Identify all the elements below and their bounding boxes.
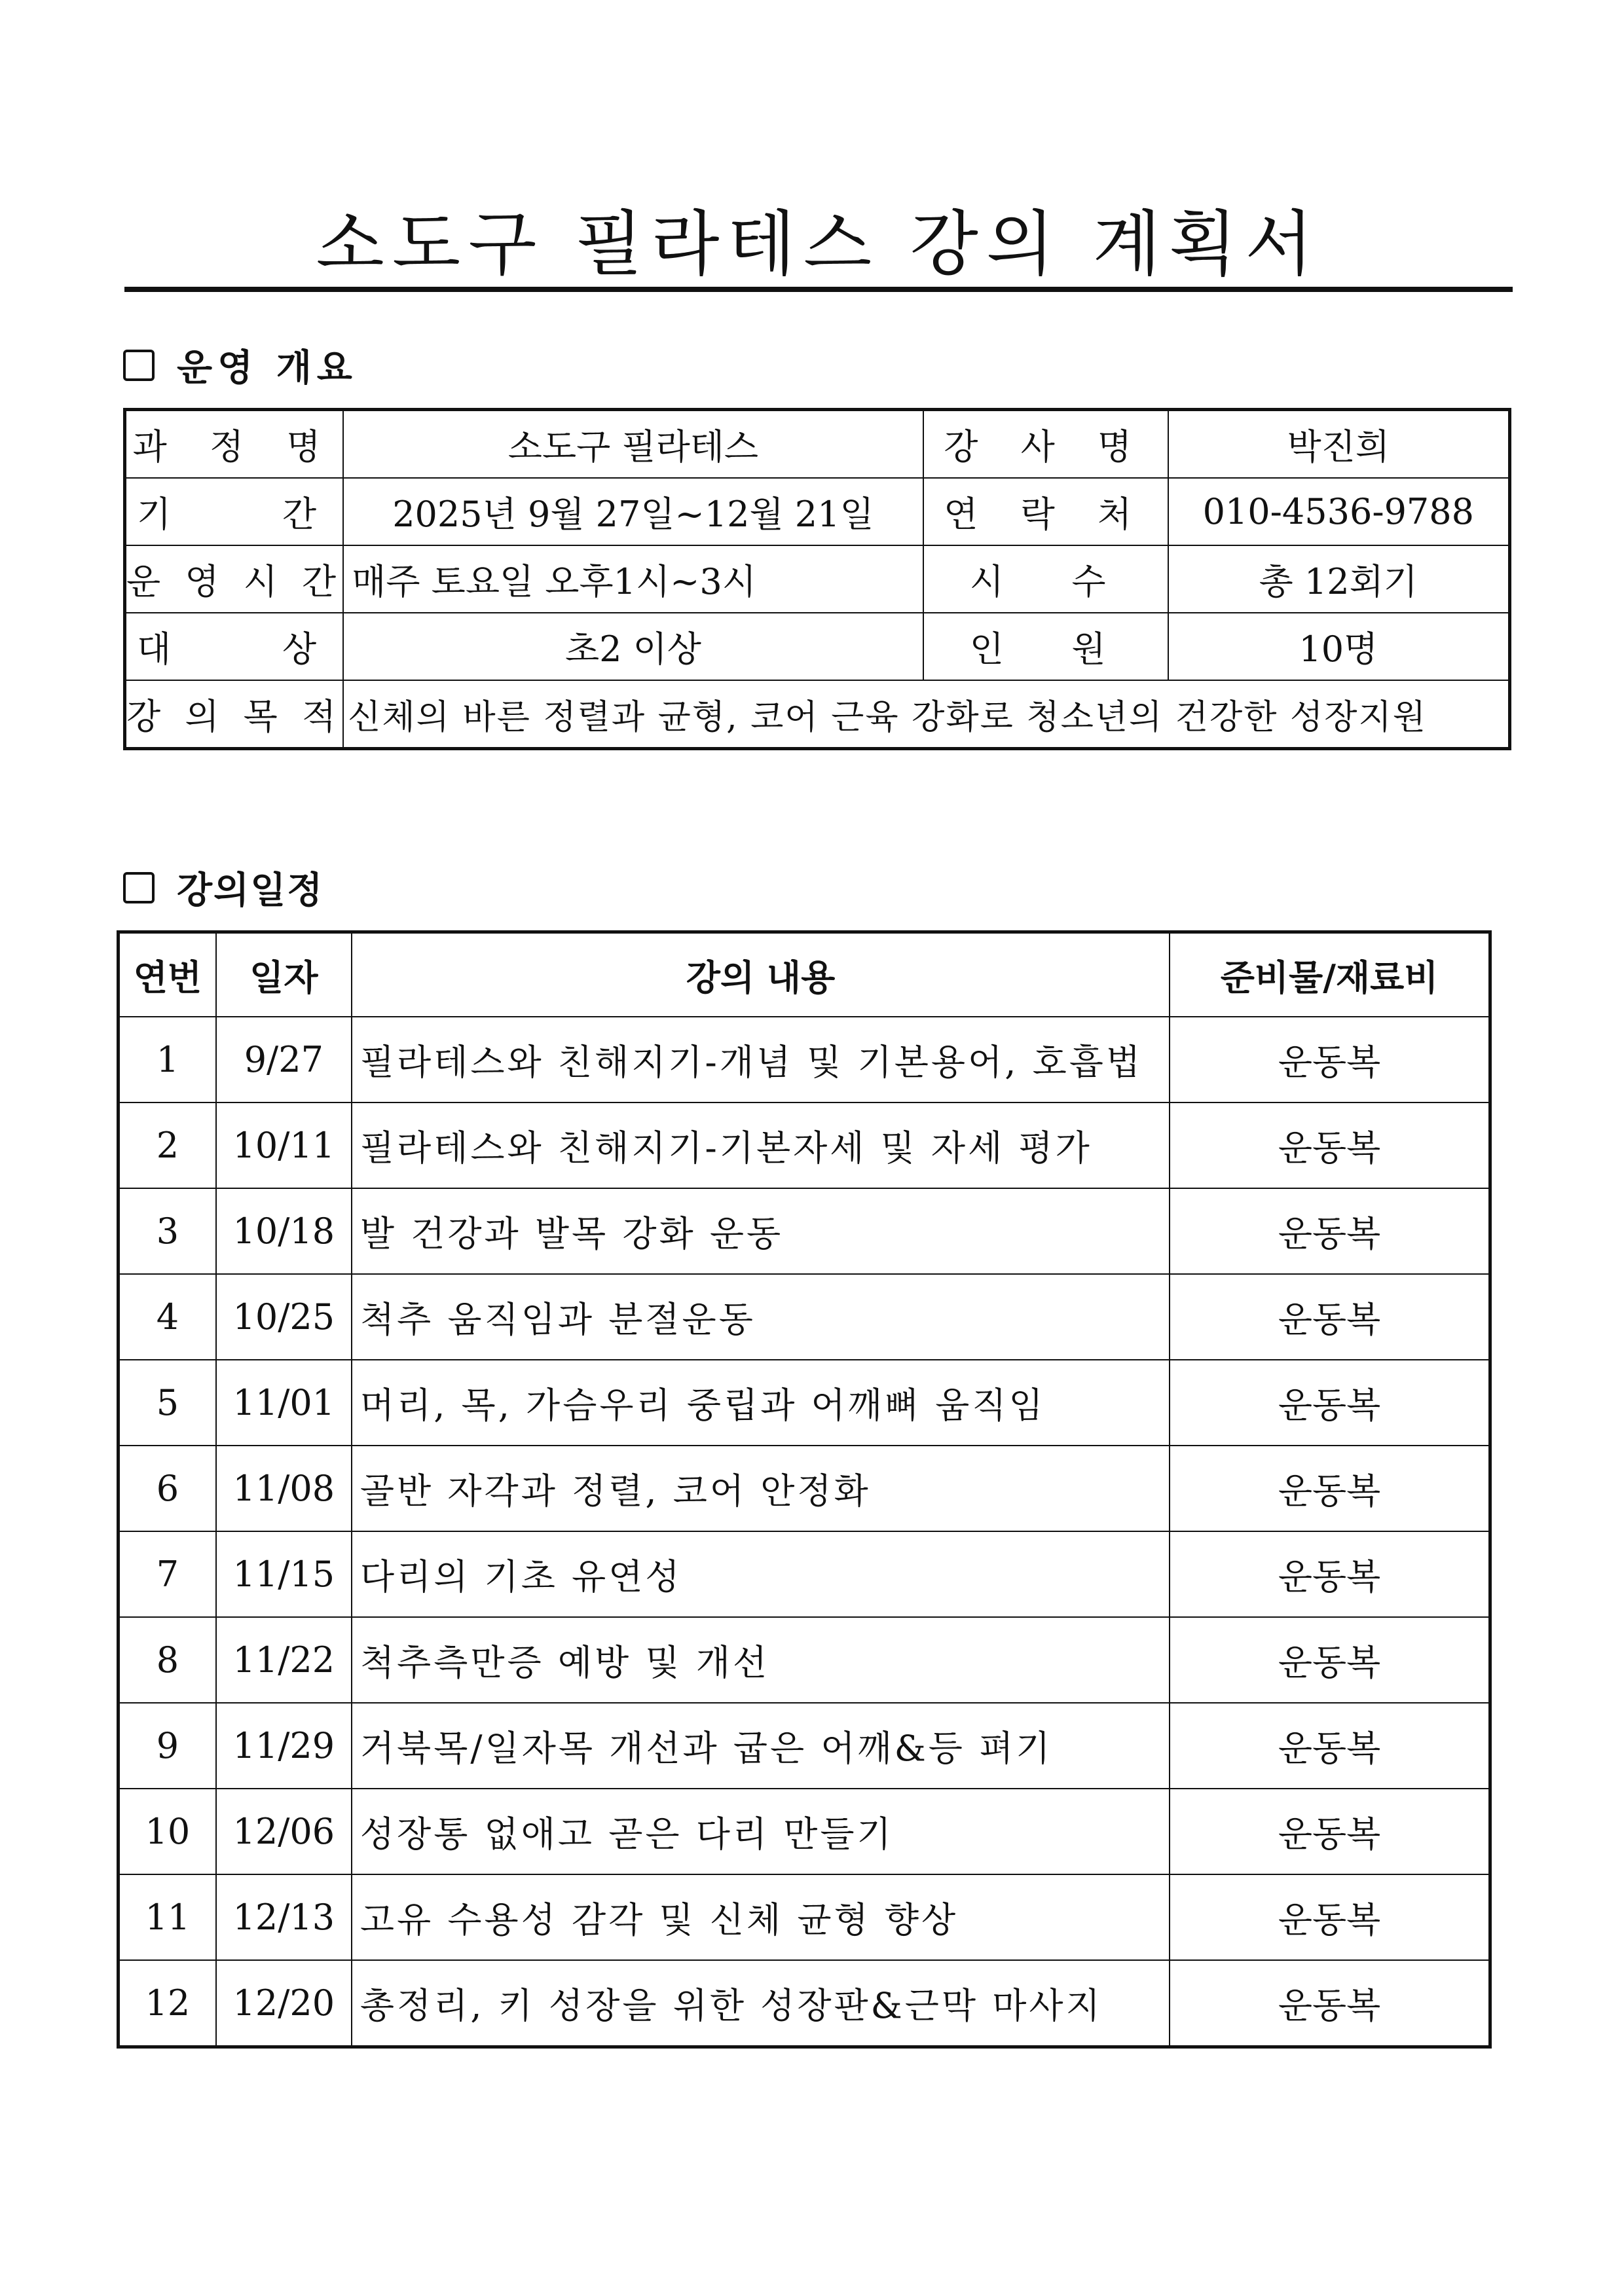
schedule-no: 3 [119, 1188, 216, 1274]
overview-label: 인 원 [923, 613, 1168, 680]
schedule-row [119, 1446, 1490, 1531]
schedule-materials: 운동복 [1170, 1102, 1490, 1188]
overview-value: 10명 [1168, 613, 1510, 680]
schedule-content: 척추측만증 예방 및 개선 [352, 1617, 1170, 1703]
schedule-row [119, 1789, 1490, 1874]
schedule-header-no: 연번 [119, 932, 216, 1017]
section-schedule-label: 강의일정 [177, 869, 324, 912]
schedule-materials: 운동복 [1170, 1960, 1490, 2047]
schedule-date: 9/27 [216, 1017, 352, 1102]
section-overview-label: 운영 개요 [177, 347, 358, 390]
schedule-table [117, 930, 1492, 2049]
overview-value: 매주 토요일 오후1시~3시 [343, 545, 923, 613]
section-schedule-heading [123, 862, 323, 914]
schedule-content: 필라테스와 친해지기-개념 및 기본용어, 호흡법 [352, 1017, 1170, 1102]
schedule-no: 7 [119, 1531, 216, 1617]
schedule-date: 12/06 [216, 1789, 352, 1874]
schedule-content: 다리의 기초 유연성 [352, 1531, 1170, 1617]
schedule-header-content: 강의 내용 [352, 932, 1170, 1017]
schedule-materials: 운동복 [1170, 1703, 1490, 1789]
overview-row [125, 410, 1510, 479]
schedule-materials: 운동복 [1170, 1446, 1490, 1531]
schedule-date: 12/13 [216, 1874, 352, 1960]
overview-label: 기 간 [125, 478, 344, 545]
schedule-row [119, 1960, 1490, 2047]
schedule-row [119, 1531, 1490, 1617]
schedule-no: 10 [119, 1789, 216, 1874]
schedule-no: 9 [119, 1703, 216, 1789]
schedule-date: 11/01 [216, 1360, 352, 1446]
schedule-row [119, 1617, 1490, 1703]
schedule-content: 고유 수용성 감각 및 신체 균형 향상 [352, 1874, 1170, 1960]
section-overview-heading [123, 339, 358, 392]
overview-table [123, 408, 1511, 750]
schedule-header-materials: 준비물/재료비 [1170, 932, 1490, 1017]
schedule-row [119, 1874, 1490, 1960]
overview-label: 연 락 처 [923, 478, 1168, 545]
overview-goal-value: 신체의 바른 정렬과 균형, 코어 근육 강화로 청소년의 건강한 성장지원 [343, 680, 1509, 749]
schedule-no: 11 [119, 1874, 216, 1960]
schedule-materials: 운동복 [1170, 1274, 1490, 1360]
schedule-no: 6 [119, 1446, 216, 1531]
schedule-content: 머리, 목, 가슴우리 중립과 어깨뼈 움직임 [352, 1360, 1170, 1446]
schedule-date: 10/11 [216, 1102, 352, 1188]
overview-value: 2025년 9월 27일~12월 21일 [343, 478, 923, 545]
schedule-body [119, 1017, 1490, 2047]
overview-label: 강 의 목 적 [125, 680, 344, 749]
title-underline [124, 287, 1513, 292]
schedule-content: 성장통 없애고 곧은 다리 만들기 [352, 1789, 1170, 1874]
schedule-materials: 운동복 [1170, 1789, 1490, 1874]
schedule-row [119, 1360, 1490, 1446]
schedule-materials: 운동복 [1170, 1531, 1490, 1617]
schedule-content: 거북목/일자목 개선과 굽은 어깨&등 펴기 [352, 1703, 1170, 1789]
schedule-date: 11/08 [216, 1446, 352, 1531]
schedule-no: 4 [119, 1274, 216, 1360]
schedule-content: 필라테스와 친해지기-기본자세 및 자세 평가 [352, 1102, 1170, 1188]
schedule-date: 10/25 [216, 1274, 352, 1360]
overview-row [125, 478, 1510, 545]
schedule-row [119, 1274, 1490, 1360]
overview-value: 소도구 필라테스 [343, 410, 923, 479]
overview-row [125, 545, 1510, 613]
schedule-date: 11/15 [216, 1531, 352, 1617]
schedule-header-row [119, 932, 1490, 1017]
overview-label: 대 상 [125, 613, 344, 680]
overview-label: 시 수 [923, 545, 1168, 613]
document-title: 소도구 필라테스 강의 계획서 [316, 204, 1321, 285]
overview-label: 운 영 시 간 [125, 545, 344, 613]
overview-label: 과 정 명 [125, 410, 344, 479]
schedule-materials: 운동복 [1170, 1360, 1490, 1446]
schedule-date: 11/22 [216, 1617, 352, 1703]
schedule-row [119, 1703, 1490, 1789]
overview-row [125, 680, 1510, 749]
schedule-date: 12/20 [216, 1960, 352, 2047]
schedule-materials: 운동복 [1170, 1874, 1490, 1960]
overview-value: 박진희 [1168, 410, 1510, 479]
overview-row [125, 613, 1510, 680]
overview-label: 강 사 명 [923, 410, 1168, 479]
schedule-no: 5 [119, 1360, 216, 1446]
overview-value: 010-4536-9788 [1168, 478, 1510, 545]
schedule-content: 척추 움직임과 분절운동 [352, 1274, 1170, 1360]
overview-value: 초2 이상 [343, 613, 923, 680]
schedule-no: 8 [119, 1617, 216, 1703]
schedule-content: 발 건강과 발목 강화 운동 [352, 1188, 1170, 1274]
schedule-date: 11/29 [216, 1703, 352, 1789]
schedule-materials: 운동복 [1170, 1188, 1490, 1274]
schedule-row [119, 1017, 1490, 1102]
schedule-content: 골반 자각과 정렬, 코어 안정화 [352, 1446, 1170, 1531]
schedule-no: 12 [119, 1960, 216, 2047]
schedule-row [119, 1102, 1490, 1188]
schedule-materials: 운동복 [1170, 1017, 1490, 1102]
overview-value: 총 12회기 [1168, 545, 1510, 613]
schedule-content: 총정리, 키 성장을 위한 성장판&근막 마사지 [352, 1960, 1170, 2047]
schedule-header-date: 일자 [216, 932, 352, 1017]
schedule-no: 1 [119, 1017, 216, 1102]
schedule-materials: 운동복 [1170, 1617, 1490, 1703]
checkbox-icon [123, 872, 155, 903]
schedule-date: 10/18 [216, 1188, 352, 1274]
schedule-row [119, 1188, 1490, 1274]
checkbox-icon [123, 350, 155, 381]
schedule-no: 2 [119, 1102, 216, 1188]
